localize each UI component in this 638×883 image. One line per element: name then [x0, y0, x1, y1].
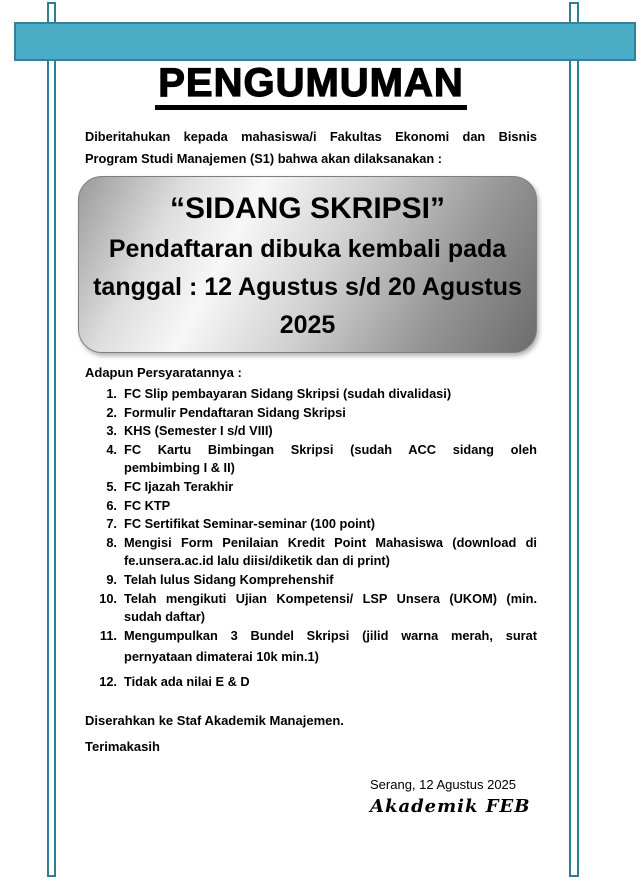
banner-body	[79, 230, 536, 344]
list-item	[85, 441, 537, 478]
list-item-number: 4.	[106, 441, 117, 457]
page-title: PENGUMUMAN	[155, 62, 467, 110]
banner-line: Pendaftaran dibuka kembali pada	[108, 235, 507, 263]
banner-line: tanggal : 12 Agustus s/d 20 Agustus	[93, 273, 522, 301]
list-item-number: 2.	[106, 404, 117, 420]
list-item-line: Formulir Pendaftaran Sidang Skripsi	[124, 404, 346, 420]
list-item-number: 10.	[99, 590, 117, 606]
list-item	[85, 404, 537, 423]
announcement-banner	[78, 176, 537, 353]
list-item-text	[124, 404, 537, 423]
list-item	[85, 534, 537, 571]
list-item	[85, 515, 537, 534]
closing-line: Diserahkan ke Staf Akademik Manajemen.	[85, 712, 344, 728]
list-item-line: pembimbing I & II)	[124, 460, 235, 476]
list-item-text	[124, 497, 537, 516]
signature-place-date: Serang, 12 Agustus 2025	[370, 776, 517, 792]
list-item-line: FC KTP	[124, 497, 171, 513]
list-item-line: FC Slip pembayaran Sidang Skripsi (sudah divalidasi)	[124, 386, 452, 401]
top-accent-bar	[14, 22, 636, 61]
list-item-line: sudah daftar)	[124, 609, 206, 625]
list-item-number: 7.	[106, 516, 117, 532]
list-item-text	[124, 441, 537, 478]
list-item-line: pernyataan dimaterai 10k min.1)	[124, 649, 319, 665]
list-item-text	[124, 627, 537, 667]
left-border-line	[47, 2, 56, 877]
list-item	[85, 627, 537, 667]
list-item-number: 3.	[106, 423, 117, 439]
intro-line: Program Studi Manajemen (S1) bahwa akan dilaksanakan :	[85, 151, 443, 166]
list-item-line: KHS (Semester I s/d VIII)	[124, 423, 273, 439]
intro-paragraph	[85, 126, 537, 170]
thanks-line: Terimakasih	[85, 738, 160, 754]
list-item-line: Telah lulus Sidang Komprehenshif	[124, 571, 334, 587]
list-item-number: 6.	[106, 497, 117, 513]
list-item-number: 11.	[99, 627, 117, 643]
list-item-line: Mengumpulkan 3 Bundel Skripsi (jilid warna merah, surat	[124, 627, 537, 643]
list-item-text	[124, 673, 537, 692]
signature-block	[370, 776, 531, 820]
list-item-number: 9.	[106, 571, 117, 587]
list-item	[85, 385, 537, 404]
list-item-line: Mengisi Form Penilaian Kredit Point Mahasiswa (download di	[124, 534, 537, 550]
list-item-text	[124, 422, 537, 441]
list-item-number: 1.	[106, 386, 117, 401]
list-item-number: 5.	[106, 478, 117, 494]
content-area	[85, 62, 537, 820]
list-item-text	[124, 534, 537, 571]
list-item-line: Telah mengikuti Ujian Kompetensi/ LSP Unsera (UKOM) (min.	[124, 590, 537, 606]
list-item-line: FC Sertifikat Seminar-seminar (100 point)	[124, 516, 376, 532]
requirements-list	[85, 385, 537, 692]
intro-line: Diberitahukan kepada mahasiswa/i Fakultas Ekonomi dan Bisnis	[85, 129, 537, 144]
list-item	[85, 571, 537, 590]
list-item-number: 12.	[99, 673, 117, 689]
list-item-text	[124, 590, 537, 627]
banner-line: 2025	[279, 311, 336, 339]
list-item	[85, 478, 537, 497]
title-wrap	[85, 62, 537, 110]
list-item-text	[124, 478, 537, 497]
list-item	[85, 673, 537, 692]
signature-name: Akademik FEB	[370, 795, 531, 817]
list-item-line: Tidak ada nilai E & D	[124, 673, 250, 689]
list-item-line: FC Kartu Bimbingan Skripsi (sudah ACC sidang oleh	[124, 441, 537, 457]
list-item	[85, 590, 537, 627]
right-border-line	[569, 2, 579, 877]
requirements-heading: Adapun Persyaratannya :	[85, 365, 242, 380]
list-item-line: FC Ijazah Terakhir	[124, 478, 234, 494]
list-item	[85, 497, 537, 516]
list-item-text	[124, 385, 537, 404]
banner-title: “SIDANG SKRIPSI”	[169, 192, 446, 225]
list-item-number: 8.	[106, 534, 117, 550]
list-item-text	[124, 515, 537, 534]
list-item-line: fe.unsera.ac.id lalu diisi/diketik dan di print)	[124, 553, 390, 569]
list-item-text	[124, 571, 537, 590]
list-item	[85, 422, 537, 441]
